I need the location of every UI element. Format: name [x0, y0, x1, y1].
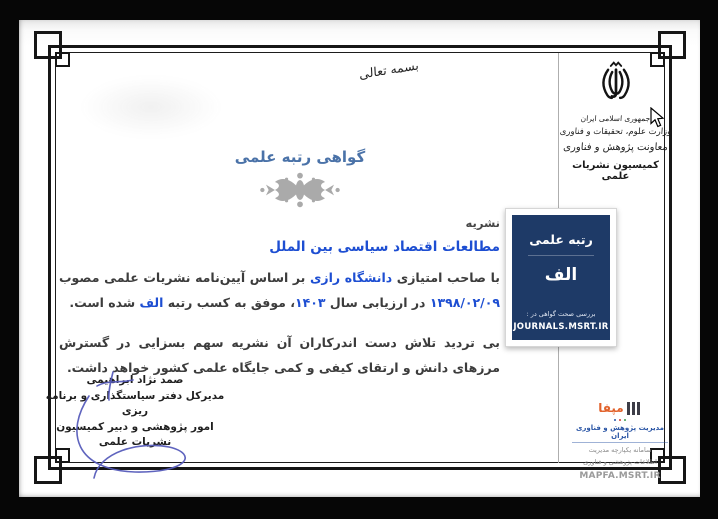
- signer-role-3: نشریات علمی: [98, 436, 172, 448]
- certificate-body: [59, 216, 500, 380]
- body1-seg1: با صاحب امتیازی: [392, 270, 500, 285]
- body1-seg2: بر اساس آیین‌نامه نشریات علمی مصوب: [59, 270, 310, 285]
- journal-label: نشریه: [465, 216, 500, 230]
- signer-name: صمد نژاد ابراهیمی: [86, 374, 184, 386]
- mapfa-url: MAPFA.MSRT.IR: [579, 471, 661, 481]
- body1-seg5: شده است.: [69, 295, 140, 310]
- header-deputy: معاونت پژوهش و فناوری: [562, 142, 669, 153]
- rank-verify-url: JOURNALS.MSRT.IR: [513, 322, 609, 332]
- mapfa-logo-text: مپفا: [598, 401, 624, 415]
- approval-date: ۱۳۹۸/۰۲/۰۹: [429, 295, 500, 310]
- body-paragraph-1: [59, 265, 500, 315]
- signature-block: [39, 373, 231, 451]
- certificate-title: گواهی رتبه علمی: [234, 148, 366, 166]
- evaluation-year: ۱۴۰۳: [295, 295, 326, 310]
- body-paragraph-2: بی تردید تلاش دست اندرکاران آن نشریه سهم بسزایی در گسترش مرزهای دانش و ارتقای کیفی و کمی جایگاه علمی کشور خواهد داشت.: [59, 335, 500, 375]
- iran-emblem-icon: [592, 56, 640, 112]
- rank-box-heading: رتبه علمی: [529, 232, 593, 247]
- signer-role-2: امور پژوهشی و دبیر کمیسیون: [56, 420, 214, 433]
- signer-role-1: مدیرکل دفتر سیاستگذاری و برنامه ریزی: [45, 389, 225, 417]
- mapfa-logo-icon: [572, 398, 668, 418]
- rank-box-separator: [528, 255, 594, 256]
- mapfa-line-1: سامانه یکپارچه مدیریت: [588, 446, 652, 454]
- mapfa-logo-dots: [572, 419, 668, 421]
- header-ministry: وزارت علوم، تحقیقات و فناوری: [559, 127, 672, 137]
- body1-seg4: ، موفق به کسب رتبه: [163, 295, 296, 310]
- rank-box: [512, 215, 610, 340]
- rank-inline: الف: [139, 295, 164, 310]
- mapfa-block: [572, 398, 668, 481]
- mapfa-line-2: اطلاعات پژوهشی و فناوری: [583, 458, 657, 466]
- frame-corner-knot: [55, 52, 70, 67]
- rank-verify-label: بررسی صحت گواهی در :: [526, 310, 596, 318]
- publisher-name: دانشگاه رازی: [309, 270, 393, 285]
- ornament-icon: [257, 170, 343, 210]
- header-country: جمهوری اسلامی ایران: [580, 114, 651, 123]
- journal-name: مطالعات اقتصاد سیاسی بین الملل: [269, 239, 500, 255]
- rank-card: [505, 208, 617, 347]
- mapfa-org-name: مدیریت پژوهش و فناوری ایران: [572, 424, 668, 443]
- bismillah-calligraphy: بسمه تعالی: [358, 57, 420, 82]
- header-commission: کمیسیون نشریات علمی: [572, 160, 659, 182]
- cursor-icon: [650, 107, 666, 129]
- rank-box-value: الف: [544, 265, 578, 285]
- body1-seg3: در ارزیابی سال: [325, 295, 430, 310]
- certificate-page: [19, 20, 700, 497]
- building-icon: [627, 402, 642, 415]
